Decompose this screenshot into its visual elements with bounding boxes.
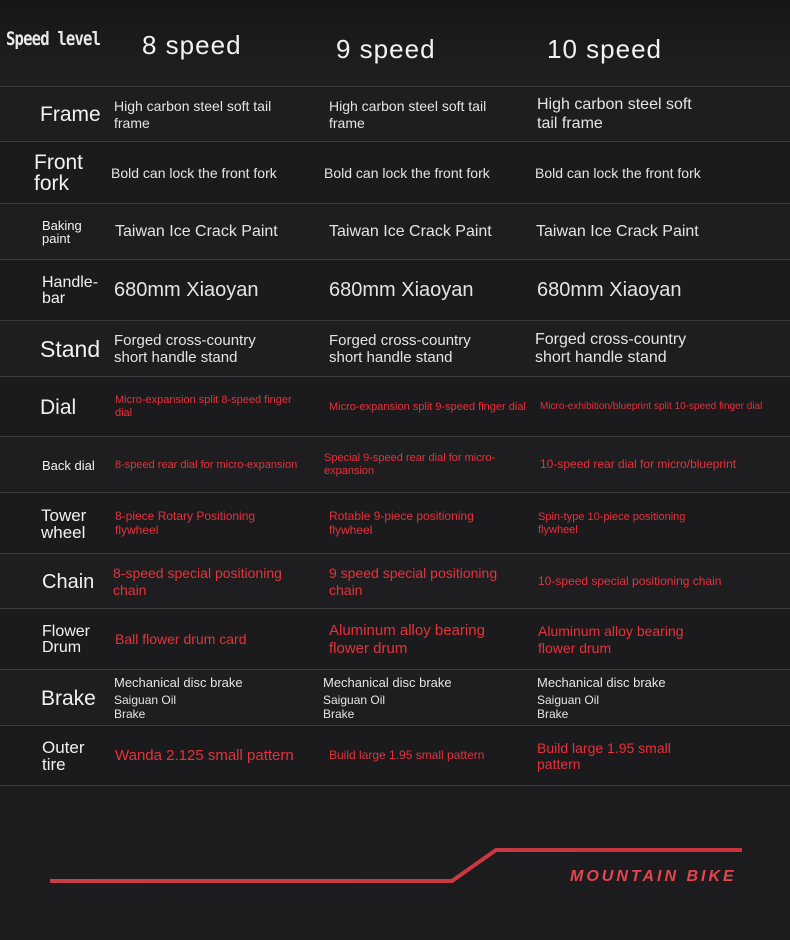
handlebar-10-speed: 680mm Xiaoyan [537, 279, 682, 301]
table-row [0, 492, 790, 554]
brake-10-speed-sub: Saiguan Oil Brake [537, 692, 600, 721]
row-label-handlebar: Handle-bar [42, 273, 99, 307]
chain-10-speed: 10-speed special positioning chain [538, 573, 722, 588]
tower-wheel-10-speed: Spin-type 10-piece positioning flywheel [538, 510, 686, 536]
row-label-chain: Chain [42, 570, 95, 593]
outer-tire-10-speed: Build large 1.95 small pattern [537, 739, 671, 772]
brake-9-speed-sub: Saiguan Oil Brake [323, 692, 386, 721]
row-label-back-dial: Back dial [42, 457, 95, 473]
table-row [0, 320, 790, 377]
frame-8-speed: High carbon steel soft tail frame [114, 98, 272, 131]
column-9-speed: 9 speed [336, 34, 436, 64]
table-row [0, 608, 790, 670]
front-fork-8-speed: Bold can lock the front fork [111, 164, 277, 181]
table-row [0, 553, 790, 609]
table-row [0, 436, 790, 493]
row-label-brake: Brake [41, 686, 96, 710]
back-dial-10-speed: 10-speed rear dial for micro/blueprint [540, 457, 737, 472]
front-fork-10-speed: Bold can lock the front fork [535, 164, 701, 181]
baking-paint-9-speed: Taiwan Ice Crack Paint [329, 222, 492, 240]
brake-8-speed-sub: Saiguan Oil Brake [114, 692, 177, 721]
baking-paint-8-speed: Taiwan Ice Crack Paint [115, 222, 278, 240]
row-label-baking-paint: Baking paint [42, 218, 82, 246]
table-row [0, 259, 790, 321]
table-row [0, 141, 790, 204]
handlebar-9-speed: 680mm Xiaoyan [329, 279, 474, 301]
stand-10-speed: Forged cross-country short handle stand [535, 330, 687, 366]
outer-tire-8-speed: Wanda 2.125 small pattern [115, 747, 294, 765]
outer-tire-9-speed: Build large 1.95 small pattern [329, 748, 485, 763]
chain-8-speed: 8-speed special positioning chain [113, 565, 282, 598]
dial-9-speed: Micro-expansion split 9-speed finger dial [329, 400, 526, 413]
speed-level-label: Speed level [6, 28, 101, 50]
tower-wheel-8-speed: 8-piece Rotary Positioning flywheel [115, 508, 256, 537]
table-row [0, 86, 790, 142]
table-row [0, 376, 790, 437]
brake-10-speed [537, 676, 769, 722]
brake-9-speed-main: Mechanical disc brake [323, 675, 452, 690]
frame-9-speed: High carbon steel soft tail frame [329, 98, 487, 131]
row-label-dial: Dial [40, 395, 77, 419]
row-label-frame: Frame [40, 103, 101, 126]
chain-9-speed: 9 speed special positioning chain [329, 565, 498, 598]
flower-drum-9-speed: Aluminum alloy bearing flower drum [329, 622, 485, 657]
row-label-front-fork: Front fork [34, 151, 84, 195]
table-row [0, 669, 790, 726]
brake-10-speed-main: Mechanical disc brake [537, 675, 666, 690]
table-header [0, 0, 790, 86]
column-10-speed: 10 speed [547, 34, 662, 64]
flower-drum-8-speed: Ball flower drum card [115, 631, 247, 648]
brake-8-speed-main: Mechanical disc brake [114, 675, 243, 690]
stand-9-speed: Forged cross-country short handle stand [329, 331, 471, 366]
dial-10-speed: Micro-exhibition/blueprint split 10-speed finger dial [540, 401, 763, 413]
brake-9-speed [323, 676, 528, 722]
table-bottom-divider [0, 785, 790, 786]
front-fork-9-speed: Bold can lock the front fork [324, 164, 490, 181]
row-label-outer-tire: Outer tire [42, 738, 85, 774]
row-label-tower-wheel: Tower wheel [41, 505, 87, 542]
stand-8-speed: Forged cross-country short handle stand [114, 331, 256, 366]
table-row [0, 203, 790, 260]
dial-8-speed: Micro-expansion split 8-speed finger dial [115, 394, 292, 419]
table-row [0, 725, 790, 786]
tower-wheel-9-speed: Rotable 9-piece positioning flywheel [329, 508, 474, 537]
baking-paint-10-speed: Taiwan Ice Crack Paint [536, 222, 699, 240]
column-8-speed: 8 speed [142, 30, 242, 60]
brake-8-speed [114, 676, 314, 722]
back-dial-8-speed: 8-speed rear dial for micro-expansion [115, 458, 298, 471]
mountain-bike-logo: MOUNTAIN BIKE [570, 868, 737, 885]
frame-10-speed: High carbon steel soft tail frame [537, 96, 692, 132]
row-label-flower-drum: Flower Drum [42, 622, 91, 656]
back-dial-9-speed: Special 9-speed rear dial for micro-expansion [324, 452, 496, 477]
row-label-stand: Stand [40, 335, 101, 362]
flower-drum-10-speed: Aluminum alloy bearing flower drum [538, 623, 684, 656]
handlebar-8-speed: 680mm Xiaoyan [114, 279, 259, 301]
